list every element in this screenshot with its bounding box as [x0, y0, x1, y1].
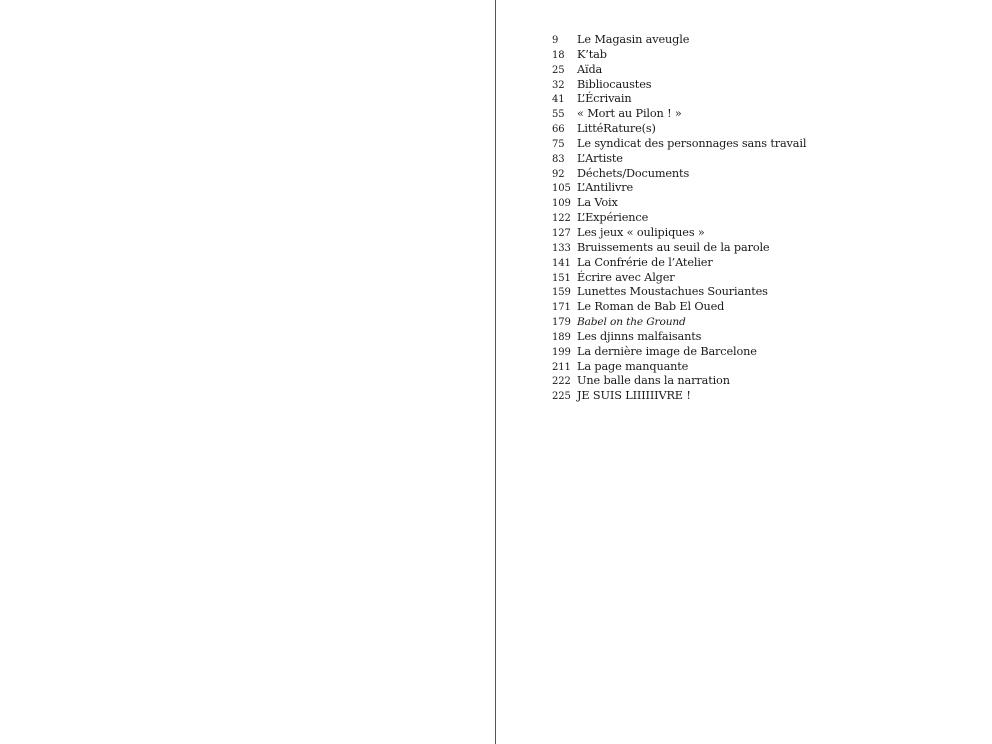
toc-entry [552, 63, 806, 78]
toc-chapter-title: L’Écrivain [577, 92, 632, 106]
toc-chapter-title: « Mort au Pilon ! » [577, 107, 682, 121]
toc-chapter-title: L’Artiste [577, 151, 623, 165]
toc-page-number: 32 [552, 79, 565, 91]
toc-chapter-title: L’Expérience [577, 211, 649, 225]
toc-page-number: 179 [552, 317, 571, 329]
toc-entry [552, 78, 806, 93]
toc-page-number: 109 [552, 198, 571, 210]
toc-chapter-title: Le syndicat des personnages sans travail [577, 136, 807, 150]
toc-entry [552, 48, 806, 63]
toc-entry [552, 374, 806, 389]
toc-page-number: 122 [552, 213, 571, 225]
toc-entry [552, 152, 806, 167]
toc-chapter-title: La dernière image de Barcelone [577, 344, 757, 358]
toc-entry [552, 137, 806, 152]
toc-entry [552, 122, 806, 137]
toc-chapter-title: L’Antilivre [577, 181, 634, 195]
table-of-contents [552, 33, 806, 404]
toc-entry [552, 271, 806, 286]
toc-chapter-title: La page manquante [577, 359, 689, 373]
toc-page-number: 222 [552, 376, 571, 388]
toc-chapter-title: Déchets/Documents [577, 166, 690, 180]
toc-page-number: 18 [552, 49, 565, 61]
toc-entry [552, 167, 806, 182]
toc-chapter-title: Les jeux « oulipiques » [577, 225, 705, 239]
toc-entry [552, 181, 806, 196]
toc-entry [552, 196, 806, 211]
toc-page-number: 159 [552, 287, 571, 299]
toc-chapter-title: Bruissements au seuil de la parole [577, 240, 770, 254]
toc-page-number: 211 [552, 361, 571, 373]
toc-entry [552, 345, 806, 360]
toc-chapter-title: Le Roman de Bab El Oued [577, 300, 725, 314]
toc-entry [552, 107, 806, 122]
toc-chapter-title: Lunettes Moustachues Souriantes [577, 285, 768, 299]
toc-entry [552, 211, 806, 226]
toc-page-number: 133 [552, 242, 571, 254]
toc-page-number: 171 [552, 302, 571, 314]
toc-entry [552, 285, 806, 300]
toc-entry [552, 241, 806, 256]
toc-page-number: 83 [552, 153, 565, 165]
toc-page-number: 55 [552, 109, 565, 121]
toc-entry [552, 256, 806, 271]
toc-chapter-title: Une balle dans la narration [577, 374, 730, 388]
toc-entry [552, 315, 806, 330]
toc-chapter-title: Aïda [577, 62, 603, 76]
toc-entry [552, 360, 806, 375]
toc-page-number: 189 [552, 331, 571, 343]
toc-entry [552, 92, 806, 107]
toc-page-number: 41 [552, 94, 565, 106]
toc-chapter-title: La Confrérie de l’Atelier [577, 255, 713, 269]
toc-page-number: 127 [552, 227, 571, 239]
toc-chapter-title: Les djinns malfaisants [577, 329, 702, 343]
toc-entry [552, 389, 806, 404]
toc-chapter-title: LittéRature(s) [577, 122, 656, 136]
toc-page-number: 225 [552, 391, 571, 403]
toc-page-number: 75 [552, 138, 565, 150]
toc-page-number: 151 [552, 272, 571, 284]
toc-page-number: 199 [552, 346, 571, 358]
toc-entry [552, 226, 806, 241]
toc-chapter-title: Écrire avec Alger [577, 270, 675, 284]
right-page [496, 0, 992, 744]
left-page-blank [0, 0, 495, 744]
toc-chapter-title: K’tab [577, 47, 607, 61]
toc-chapter-title: JE SUIS LIIIIIIVRE ! [577, 389, 691, 403]
toc-entry [552, 300, 806, 315]
toc-entry [552, 33, 806, 48]
toc-page-number: 9 [552, 35, 559, 46]
toc-chapter-title: Le Magasin aveugle [577, 33, 690, 46]
toc-chapter-title: La Voix [577, 196, 618, 210]
toc-page-number: 105 [552, 183, 571, 195]
toc-entry [552, 330, 806, 345]
toc-page-number: 92 [552, 168, 565, 180]
toc-page-number: 141 [552, 257, 571, 269]
toc-chapter-title: Bibliocaustes [577, 77, 652, 91]
toc-page-number: 25 [552, 64, 565, 76]
toc-page-number: 66 [552, 124, 565, 136]
toc-chapter-title: Babel on the Ground [577, 316, 686, 329]
